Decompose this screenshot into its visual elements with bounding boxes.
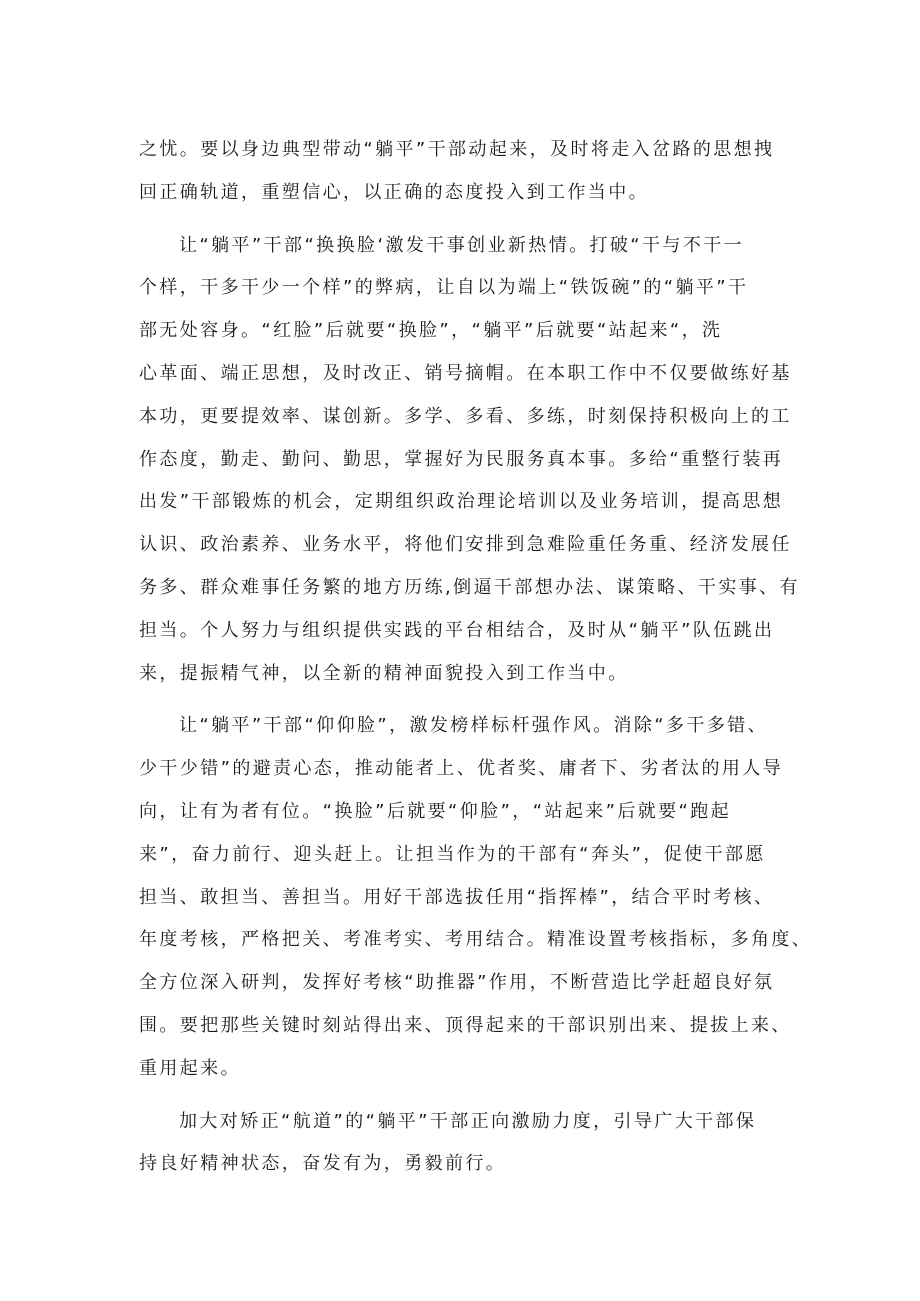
text-line: 部无处容身。“红脸”后就要“换脸”，“躺平”后就要“站起来“，洗 [139,320,723,342]
text-line: 回正确轨道，重塑信心，以正确的态度投入到工作当中。 [139,181,649,203]
text-line: 务多、群众难事任务繁的地方历练,倒逼干部想办法、谋策略、干实事、有 [139,576,800,598]
text-line: 围。要把那些关键时刻站得出来、顶得起来的干部识别出来、提拔上来、 [139,1014,792,1036]
text-line: 来”，奋力前行、迎头赶上。让担当作为的干部有“奔头”，促使干部愿 [139,843,766,865]
text-line: 少干少错”的避责心态，推动能者上、优者奖、庸者下、劣者汰的用人导 [139,758,784,780]
paragraph-4 [139,1101,793,1187]
text-line: 让“躺平”干部“仰仰脸”，激发榜样标杆强作风。消除“多干多错、 [179,715,769,737]
text-line: 来，提振精气神，以全新的精神面貌投入到工作当中。 [139,662,629,684]
paragraph-1 [139,129,793,215]
text-line: 担当、敢担当、善担当。用好干部选拔任用“指挥棒”，结合平时考核、 [139,886,775,908]
text-line: 认识、政治素养、业务水平，将他们安排到急难险重任务重、经济发展任 [139,534,792,556]
text-line: 让“躺平”干部“换换脸‘激发干事创业新热情。打破“干与不干一 [179,234,745,256]
text-line: 本功，更要提效率、谋创新。多学、多看、多练，时刻保持积极向上的工 [139,405,792,427]
text-line: 作态度，勤走、勤问、勤思，掌握好为民服务真本事。多给“重整行装再 [139,448,784,470]
text-line: 担当。个人努力与组织提供实践的平台相结合，及时从“躺平”队伍跳出 [139,619,775,641]
paragraph-3 [139,705,813,1090]
text-line: 重用起来。 [139,1057,241,1079]
text-line: 向，让有为者有位。“换脸”后就要“仰脸”，“站起来”后就要“跑起 [139,800,732,822]
paragraph-2 [139,225,800,696]
text-line: 心革面、端正思想，及时改正、销号摘帽。在本职工作中不仅要做练好基 [139,362,792,384]
text-line: 持良好精神状态，奋发有为，勇毅前行。 [139,1153,507,1175]
text-line: 加大对矫正“航道”的“躺平”干部正向激励力度，引导广大干部保 [179,1110,757,1132]
document-body [139,129,813,1186]
text-line: 年度考核，严格把关、考准考实、考用结合。精准设置考核指标，多角度、 [139,929,813,951]
text-line: 之忧。要以身边典型带动“躺平”干部动起来，及时将走入岔路的思想拽 [139,139,775,160]
text-line: 出发”干部锻炼的机会，定期组织政治理论培训以及业务培训，提高思想 [139,491,784,513]
text-line: 全方位深入研判，发挥好考核“助推器”作用，不断营造比学赶超良好氛 [139,972,775,994]
text-line: 个样，干多干少一个样”的弊病，让自以为端上“铁饭碗”的“躺平”干 [139,277,749,299]
